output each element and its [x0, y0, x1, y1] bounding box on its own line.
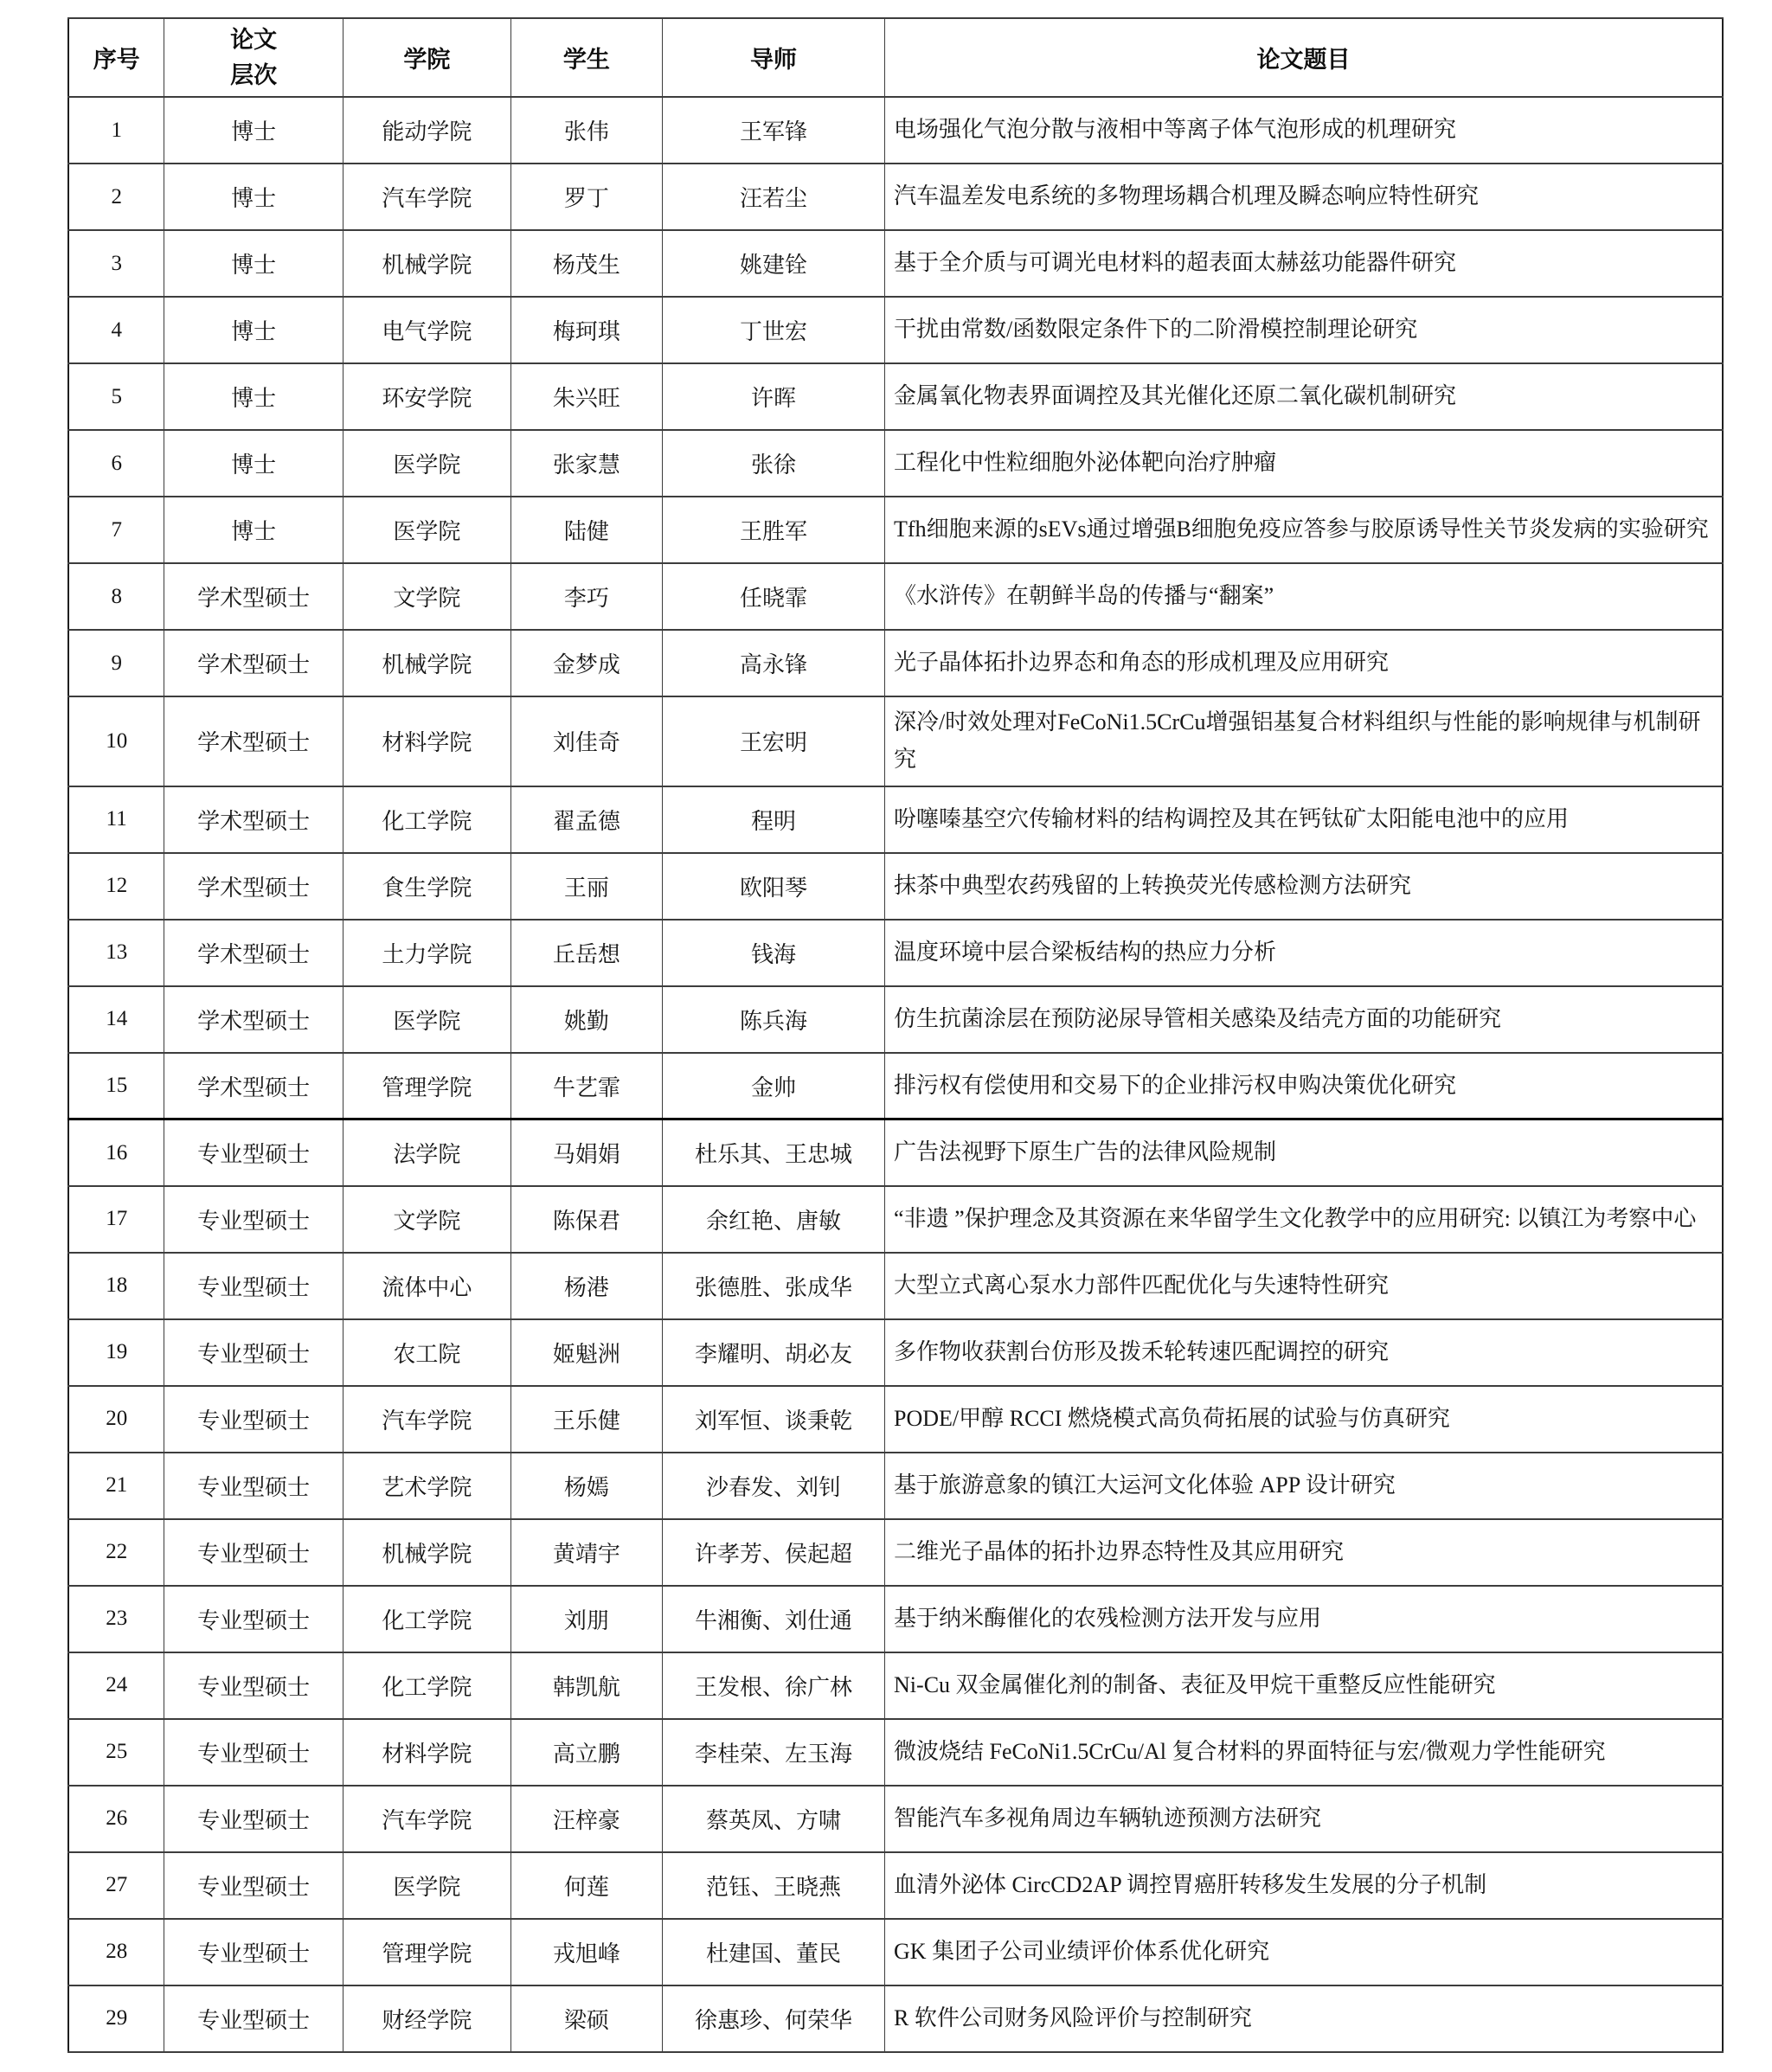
student-name-cell: 黄靖宇 — [510, 1519, 662, 1586]
college-cell: 食生学院 — [343, 853, 510, 920]
college-cell: 化工学院 — [343, 1652, 510, 1719]
thesis-title-cell: 大型立式离心泵水力部件匹配优化与失速特性研究 — [885, 1253, 1723, 1319]
thesis-title-cell: R 软件公司财务风险评价与控制研究 — [885, 1985, 1723, 2052]
column-header-college: 学院 — [343, 18, 510, 97]
student-name-cell: 杨港 — [510, 1253, 662, 1319]
row-number-cell: 15 — [68, 1053, 164, 1119]
advisor-name-cell: 丁世宏 — [662, 297, 884, 363]
table-row — [68, 630, 1723, 696]
advisor-name-cell: 徐惠珍、何荣华 — [662, 1985, 884, 2052]
row-number-cell: 20 — [68, 1386, 164, 1453]
thesis-title-cell: 基于纳米酶催化的农残检测方法开发与应用 — [885, 1586, 1723, 1652]
advisor-name-cell: 杜乐其、王忠城 — [662, 1119, 884, 1186]
table-row — [68, 1586, 1723, 1652]
thesis-level-cell: 博士 — [164, 230, 343, 297]
column-header-no: 序号 — [68, 18, 164, 97]
header-row — [68, 18, 1723, 97]
table-row — [68, 297, 1723, 363]
thesis-list-table — [67, 17, 1724, 2053]
row-number-cell: 29 — [68, 1985, 164, 2052]
college-cell: 电气学院 — [343, 297, 510, 363]
student-name-cell: 刘朋 — [510, 1586, 662, 1652]
student-name-cell: 何莲 — [510, 1852, 662, 1919]
student-name-cell: 陆健 — [510, 497, 662, 563]
thesis-level-cell: 专业型硕士 — [164, 1586, 343, 1652]
row-number-cell: 7 — [68, 497, 164, 563]
college-cell: 流体中心 — [343, 1253, 510, 1319]
thesis-level-cell: 学术型硕士 — [164, 986, 343, 1053]
advisor-name-cell: 范钰、王晓燕 — [662, 1852, 884, 1919]
table-row — [68, 986, 1723, 1053]
college-cell: 机械学院 — [343, 230, 510, 297]
table-row — [68, 497, 1723, 563]
advisor-name-cell: 李桂荣、左玉海 — [662, 1719, 884, 1786]
college-cell: 农工院 — [343, 1319, 510, 1386]
advisor-name-cell: 姚建铨 — [662, 230, 884, 297]
column-header-level-line2: 层次 — [230, 61, 278, 88]
table-row — [68, 1985, 1723, 2052]
advisor-name-cell: 蔡英凤、方啸 — [662, 1786, 884, 1852]
student-name-cell: 梁硕 — [510, 1985, 662, 2052]
advisor-name-cell: 王胜军 — [662, 497, 884, 563]
row-number-cell: 9 — [68, 630, 164, 696]
student-name-cell: 张伟 — [510, 97, 662, 164]
advisor-name-cell: 欧阳琴 — [662, 853, 884, 920]
row-number-cell: 2 — [68, 164, 164, 230]
thesis-level-cell: 学术型硕士 — [164, 696, 343, 786]
advisor-name-cell: 王宏明 — [662, 696, 884, 786]
column-header-student: 学生 — [510, 18, 662, 97]
table-row — [68, 363, 1723, 430]
row-number-cell: 21 — [68, 1453, 164, 1519]
table-row — [68, 1386, 1723, 1453]
row-number-cell: 19 — [68, 1319, 164, 1386]
thesis-level-cell: 专业型硕士 — [164, 1652, 343, 1719]
student-name-cell: 翟孟德 — [510, 786, 662, 853]
college-cell: 法学院 — [343, 1119, 510, 1186]
table-row — [68, 563, 1723, 630]
college-cell: 医学院 — [343, 497, 510, 563]
advisor-name-cell: 张徐 — [662, 430, 884, 497]
college-cell: 管理学院 — [343, 1919, 510, 1985]
table-row — [68, 1453, 1723, 1519]
advisor-name-cell: 钱海 — [662, 920, 884, 986]
thesis-title-cell: 工程化中性粒细胞外泌体靶向治疗肿瘤 — [885, 430, 1723, 497]
student-name-cell: 陈保君 — [510, 1186, 662, 1253]
table-row — [68, 97, 1723, 164]
row-number-cell: 22 — [68, 1519, 164, 1586]
table-row — [68, 1186, 1723, 1253]
table-row — [68, 1852, 1723, 1919]
thesis-title-cell: 微波烧结 FeCoNi1.5CrCu/Al 复合材料的界面特征与宏/微观力学性能研究 — [885, 1719, 1723, 1786]
college-cell: 化工学院 — [343, 786, 510, 853]
table-row — [68, 230, 1723, 297]
thesis-level-cell: 专业型硕士 — [164, 1453, 343, 1519]
student-name-cell: 朱兴旺 — [510, 363, 662, 430]
advisor-name-cell: 任晓霏 — [662, 563, 884, 630]
row-number-cell: 14 — [68, 986, 164, 1053]
row-number-cell: 27 — [68, 1852, 164, 1919]
thesis-level-cell: 学术型硕士 — [164, 630, 343, 696]
thesis-level-cell: 学术型硕士 — [164, 920, 343, 986]
student-name-cell: 汪梓豪 — [510, 1786, 662, 1852]
thesis-title-cell: Tfh细胞来源的sEVs通过增强B细胞免疫应答参与胶原诱导性关节炎发病的实验研究 — [885, 497, 1723, 563]
thesis-title-cell: 基于旅游意象的镇江大运河文化体验 APP 设计研究 — [885, 1453, 1723, 1519]
thesis-title-cell: 多作物收获割台仿形及拨禾轮转速匹配调控的研究 — [885, 1319, 1723, 1386]
student-name-cell: 杨茂生 — [510, 230, 662, 297]
college-cell: 汽车学院 — [343, 1786, 510, 1852]
student-name-cell: 丘岳想 — [510, 920, 662, 986]
thesis-level-cell: 专业型硕士 — [164, 1253, 343, 1319]
row-number-cell: 10 — [68, 696, 164, 786]
thesis-title-cell: 电场强化气泡分散与液相中等离子体气泡形成的机理研究 — [885, 97, 1723, 164]
thesis-level-cell: 学术型硕士 — [164, 853, 343, 920]
advisor-name-cell: 金帅 — [662, 1053, 884, 1119]
thesis-level-cell: 博士 — [164, 164, 343, 230]
college-cell: 医学院 — [343, 430, 510, 497]
thesis-level-cell: 专业型硕士 — [164, 1985, 343, 2052]
college-cell: 医学院 — [343, 1852, 510, 1919]
advisor-name-cell: 王发根、徐广林 — [662, 1652, 884, 1719]
row-number-cell: 17 — [68, 1186, 164, 1253]
college-cell: 管理学院 — [343, 1053, 510, 1119]
advisor-name-cell: 高永锋 — [662, 630, 884, 696]
row-number-cell: 16 — [68, 1119, 164, 1186]
college-cell: 汽车学院 — [343, 164, 510, 230]
row-number-cell: 25 — [68, 1719, 164, 1786]
college-cell: 能动学院 — [343, 97, 510, 164]
column-header-level — [164, 18, 343, 97]
thesis-title-cell: 金属氧化物表界面调控及其光催化还原二氧化碳机制研究 — [885, 363, 1723, 430]
thesis-title-cell: 广告法视野下原生广告的法律风险规制 — [885, 1119, 1723, 1186]
thesis-level-cell: 学术型硕士 — [164, 563, 343, 630]
advisor-name-cell: 沙春发、刘钊 — [662, 1453, 884, 1519]
student-name-cell: 杨嫣 — [510, 1453, 662, 1519]
thesis-title-cell: 吩噻嗪基空穴传输材料的结构调控及其在钙钛矿太阳能电池中的应用 — [885, 786, 1723, 853]
thesis-level-cell: 专业型硕士 — [164, 1386, 343, 1453]
college-cell: 土力学院 — [343, 920, 510, 986]
thesis-title-cell: Ni-Cu 双金属催化剂的制备、表征及甲烷干重整反应性能研究 — [885, 1652, 1723, 1719]
table-body — [68, 97, 1723, 2052]
thesis-level-cell: 专业型硕士 — [164, 1719, 343, 1786]
student-name-cell: 刘佳奇 — [510, 696, 662, 786]
table-row — [68, 920, 1723, 986]
row-number-cell: 3 — [68, 230, 164, 297]
thesis-title-cell: “非遗 ”保护理念及其资源在来华留学生文化教学中的应用研究: 以镇江为考察中心 — [885, 1186, 1723, 1253]
thesis-title-cell: 干扰由常数/函数限定条件下的二阶滑模控制理论研究 — [885, 297, 1723, 363]
table-row — [68, 853, 1723, 920]
row-number-cell: 4 — [68, 297, 164, 363]
thesis-title-cell: 抹茶中典型农药残留的上转换荧光传感检测方法研究 — [885, 853, 1723, 920]
column-header-level-line1: 论文 — [230, 27, 278, 53]
college-cell: 环安学院 — [343, 363, 510, 430]
table-row — [68, 1119, 1723, 1186]
advisor-name-cell: 许晖 — [662, 363, 884, 430]
thesis-title-cell: 《水浒传》在朝鲜半岛的传播与“翻案” — [885, 563, 1723, 630]
row-number-cell: 23 — [68, 1586, 164, 1652]
advisor-name-cell: 李耀明、胡必友 — [662, 1319, 884, 1386]
table-row — [68, 1919, 1723, 1985]
thesis-level-cell: 专业型硕士 — [164, 1919, 343, 1985]
table-row — [68, 786, 1723, 853]
thesis-title-cell: 光子晶体拓扑边界态和角态的形成机理及应用研究 — [885, 630, 1723, 696]
thesis-title-cell: 基于全介质与可调光电材料的超表面太赫兹功能器件研究 — [885, 230, 1723, 297]
thesis-title-cell: PODE/甲醇 RCCI 燃烧模式高负荷拓展的试验与仿真研究 — [885, 1386, 1723, 1453]
table-row — [68, 430, 1723, 497]
advisor-name-cell: 陈兵海 — [662, 986, 884, 1053]
thesis-level-cell: 专业型硕士 — [164, 1186, 343, 1253]
thesis-title-cell: 汽车温差发电系统的多物理场耦合机理及瞬态响应特性研究 — [885, 164, 1723, 230]
thesis-level-cell: 专业型硕士 — [164, 1319, 343, 1386]
table-row — [68, 1719, 1723, 1786]
advisor-name-cell: 杜建国、董民 — [662, 1919, 884, 1985]
table-row — [68, 1519, 1723, 1586]
thesis-level-cell: 博士 — [164, 363, 343, 430]
student-name-cell: 梅珂琪 — [510, 297, 662, 363]
college-cell: 材料学院 — [343, 1719, 510, 1786]
row-number-cell: 28 — [68, 1919, 164, 1985]
student-name-cell: 韩凯航 — [510, 1652, 662, 1719]
advisor-name-cell: 许孝芳、侯起超 — [662, 1519, 884, 1586]
row-number-cell: 12 — [68, 853, 164, 920]
thesis-title-cell: 血清外泌体 CircCD2AP 调控胃癌肝转移发生发展的分子机制 — [885, 1852, 1723, 1919]
advisor-name-cell: 王军锋 — [662, 97, 884, 164]
student-name-cell: 李巧 — [510, 563, 662, 630]
row-number-cell: 24 — [68, 1652, 164, 1719]
thesis-level-cell: 专业型硕士 — [164, 1519, 343, 1586]
table-row — [68, 1253, 1723, 1319]
column-header-level-text — [170, 22, 337, 93]
thesis-level-cell: 博士 — [164, 97, 343, 164]
student-name-cell: 王乐健 — [510, 1386, 662, 1453]
student-name-cell: 姚勤 — [510, 986, 662, 1053]
advisor-name-cell: 牛湘衡、刘仕通 — [662, 1586, 884, 1652]
advisor-name-cell: 汪若尘 — [662, 164, 884, 230]
student-name-cell: 王丽 — [510, 853, 662, 920]
student-name-cell: 张家慧 — [510, 430, 662, 497]
thesis-level-cell: 专业型硕士 — [164, 1119, 343, 1186]
table-row — [68, 696, 1723, 786]
row-number-cell: 5 — [68, 363, 164, 430]
advisor-name-cell: 刘军恒、谈秉乾 — [662, 1386, 884, 1453]
table-row — [68, 1053, 1723, 1119]
advisor-name-cell: 余红艳、唐敏 — [662, 1186, 884, 1253]
college-cell: 化工学院 — [343, 1586, 510, 1652]
row-number-cell: 26 — [68, 1786, 164, 1852]
thesis-level-cell: 学术型硕士 — [164, 786, 343, 853]
table-row — [68, 164, 1723, 230]
college-cell: 文学院 — [343, 563, 510, 630]
student-name-cell: 罗丁 — [510, 164, 662, 230]
row-number-cell: 6 — [68, 430, 164, 497]
thesis-title-cell: 排污权有偿使用和交易下的企业排污权申购决策优化研究 — [885, 1053, 1723, 1119]
advisor-name-cell: 程明 — [662, 786, 884, 853]
student-name-cell: 牛艺霏 — [510, 1053, 662, 1119]
thesis-title-cell: GK 集团子公司业绩评价体系优化研究 — [885, 1919, 1723, 1985]
college-cell: 财经学院 — [343, 1985, 510, 2052]
student-name-cell: 马娟娟 — [510, 1119, 662, 1186]
student-name-cell: 姬魁洲 — [510, 1319, 662, 1386]
thesis-level-cell: 博士 — [164, 297, 343, 363]
column-header-title: 论文题目 — [885, 18, 1723, 97]
thesis-title-cell: 温度环境中层合梁板结构的热应力分析 — [885, 920, 1723, 986]
column-header-advisor: 导师 — [662, 18, 884, 97]
thesis-title-cell: 二维光子晶体的拓扑边界态特性及其应用研究 — [885, 1519, 1723, 1586]
college-cell: 汽车学院 — [343, 1386, 510, 1453]
thesis-level-cell: 学术型硕士 — [164, 1053, 343, 1119]
student-name-cell: 高立鹏 — [510, 1719, 662, 1786]
thesis-title-cell: 仿生抗菌涂层在预防泌尿导管相关感染及结壳方面的功能研究 — [885, 986, 1723, 1053]
college-cell: 文学院 — [343, 1186, 510, 1253]
student-name-cell: 金梦成 — [510, 630, 662, 696]
college-cell: 机械学院 — [343, 1519, 510, 1586]
thesis-level-cell: 专业型硕士 — [164, 1786, 343, 1852]
row-number-cell: 13 — [68, 920, 164, 986]
thesis-title-cell: 智能汽车多视角周边车辆轨迹预测方法研究 — [885, 1786, 1723, 1852]
thesis-level-cell: 博士 — [164, 430, 343, 497]
row-number-cell: 18 — [68, 1253, 164, 1319]
row-number-cell: 8 — [68, 563, 164, 630]
table-row — [68, 1652, 1723, 1719]
college-cell: 材料学院 — [343, 696, 510, 786]
row-number-cell: 1 — [68, 97, 164, 164]
college-cell: 艺术学院 — [343, 1453, 510, 1519]
student-name-cell: 戎旭峰 — [510, 1919, 662, 1985]
thesis-title-cell: 深冷/时效处理对FeCoNi1.5CrCu增强铝基复合材料组织与性能的影响规律与机制研究 — [885, 696, 1723, 786]
table-row — [68, 1319, 1723, 1386]
table-row — [68, 1786, 1723, 1852]
thesis-level-cell: 博士 — [164, 497, 343, 563]
college-cell: 机械学院 — [343, 630, 510, 696]
row-number-cell: 11 — [68, 786, 164, 853]
thesis-level-cell: 专业型硕士 — [164, 1852, 343, 1919]
college-cell: 医学院 — [343, 986, 510, 1053]
advisor-name-cell: 张德胜、张成华 — [662, 1253, 884, 1319]
